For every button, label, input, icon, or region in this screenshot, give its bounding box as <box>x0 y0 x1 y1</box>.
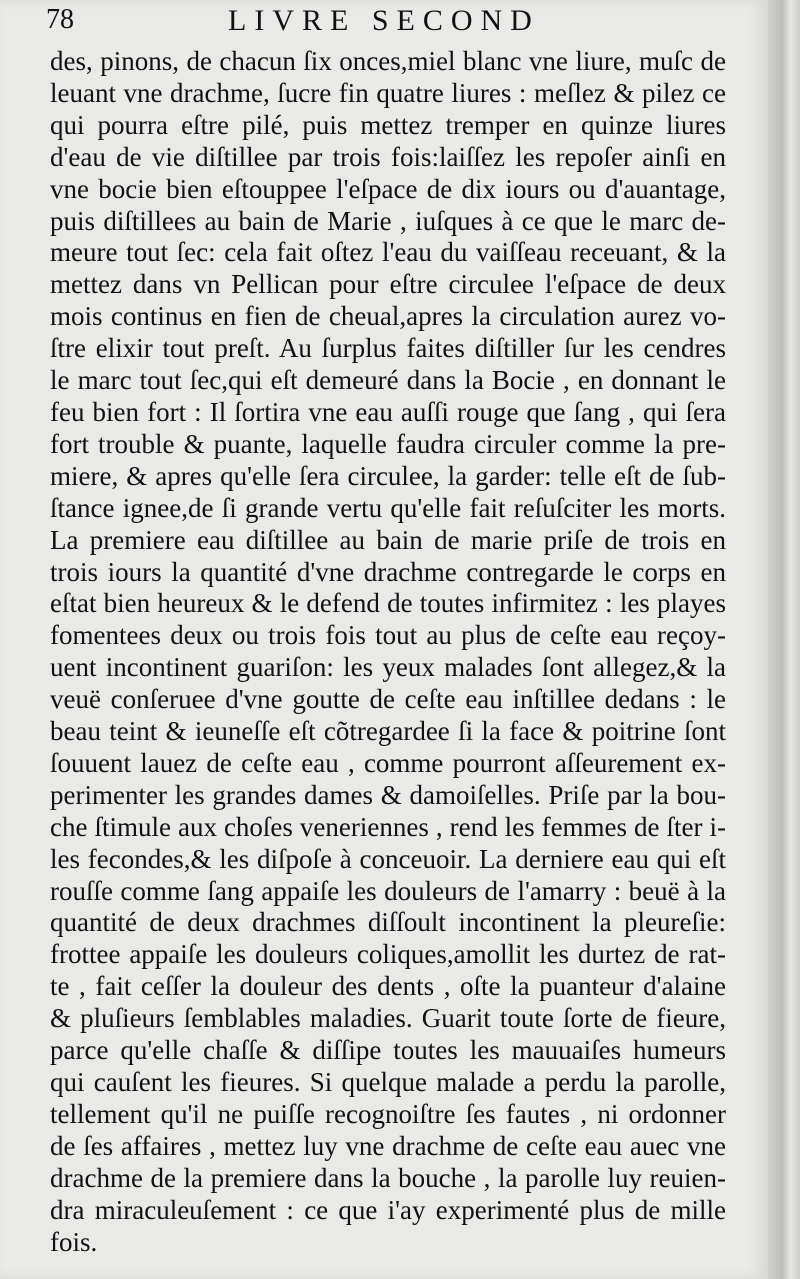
text-line: qui pourra eſtre pilé, puis mettez tremper en quinze liures <box>50 109 726 140</box>
text-line: fois. <box>50 1226 98 1257</box>
text-line: vne bocie bien eſtouppee l'eſpace de dix iours ou d'auantage, <box>50 173 726 204</box>
text-line: quantité de deux drachmes diſſoult incontinent la pleureſie: <box>50 907 726 938</box>
text-line: des, pinons, de chacun ſix onces,miel blanc vne liure, muſc de <box>50 46 726 76</box>
text-line: frottee appaiſe les douleurs coliques,amollit les durtez de rat- <box>50 939 726 970</box>
text-line: fomentees deux ou trois fois tout au plus de ceſte eau reçoy- <box>50 620 726 651</box>
text-line: ſouuent lauez de ceſte eau , comme pourront aſſeurement ex- <box>50 747 726 778</box>
text-line: miere, & apres qu'elle ſera circulee, la garder: telle eſt de ſub- <box>50 460 726 491</box>
text-line: dra miraculeuſement : ce que i'ay experimenté plus de mille <box>50 1194 726 1225</box>
running-head: LIVRE SECOND <box>228 4 540 37</box>
text-line: & pluſieurs ſemblables maladies. Guarit toute ſorte de fieure, <box>50 1003 726 1034</box>
text-line: beau teint & ieuneſſe eſt cõtregardee ſi la face & poitrine ſont <box>50 716 726 747</box>
text-line: veuë conſeruee d'vne goutte de ceſte eau inſtillee dedans : le <box>50 684 726 715</box>
text-line: mettez dans vn Pellican pour eſtre circulee l'eſpace de deux <box>50 269 726 300</box>
text-line: leuant vne drachme, ſucre fin quatre liures : meſlez & pilez ce <box>50 77 726 108</box>
text-line: che ſtimule aux choſes veneriennes , rend les femmes de ſter i- <box>50 811 726 842</box>
text-line: mois continus en fien de cheual,apres la circulation aurez vo- <box>50 301 726 332</box>
text-line: qui cauſent les fieures. Si quelque malade a perdu la parolle, <box>50 1067 726 1097</box>
text-line: tellement qu'il ne puiſſe recognoiſtre ſes fautes , ni ordonner <box>50 1098 726 1129</box>
text-line: de ſes affaires , mettez luy vne drachme de ceſte eau auec vne <box>50 1130 726 1161</box>
text-line: uent incontinent guariſon: les yeux malades ſont allegez,& la <box>50 652 726 683</box>
text-line: te , fait ceſſer la douleur des dents , oſte la puanteur d'alaine <box>50 971 726 1002</box>
show-through-bleed <box>90 1138 750 1167</box>
text-line: rouſſe comme ſang appaiſe les douleurs de l'amarry : beuë à la <box>50 875 726 906</box>
text-line: perimenter les grandes dames & damoiſelles. Priſe par la bou- <box>50 779 726 810</box>
text-line: puis diſtillees au bain de Marie , iuſques à ce que le marc de- <box>50 205 726 236</box>
text-line: eſtat bien heureux & le defend de toutes infirmitez : les playes <box>50 588 726 619</box>
text-line: ſtance ignee,de ſi grande vertu qu'elle fait reſuſciter les morts. <box>50 492 726 523</box>
page-edge <box>768 0 800 1279</box>
text-line: les fecondes,& les diſpoſe à conceuoir. La derniere eau qui eſt <box>50 843 726 874</box>
body-text <box>50 46 726 1258</box>
page-header <box>40 2 760 42</box>
text-line: fort trouble & puante, laquelle faudra circuler comme la pre- <box>50 428 726 459</box>
text-line: feu bien fort : Il ſortira vne eau auſſi rouge que ſang , qui ſera <box>50 396 726 427</box>
page-number: 78 <box>46 4 74 35</box>
text-line: le marc tout ſec,qui eſt demeuré dans la Bocie , en donnant le <box>50 365 726 396</box>
text-line: trois iours la quantité d'vne drachme contregarde le corps en <box>50 556 726 587</box>
text-line: La premiere eau diſtillee au bain de marie priſe de trois en <box>50 524 726 555</box>
text-line: ſtre elixir tout preſt. Au ſurplus faites diſtiller ſur les cendres <box>50 333 726 364</box>
text-line: meure tout ſec: cela fait oſtez l'eau du vaiſſeau receuant, & la <box>50 237 726 268</box>
text-line: drachme de la premiere dans la bouche , la parolle luy reuien- <box>50 1162 726 1193</box>
text-line: parce qu'elle chaſſe & diſſipe toutes les mauuaiſes humeurs <box>50 1035 726 1066</box>
text-line: d'eau de vie diſtillee par trois fois:laiſſez les repoſer ainſi en <box>50 141 726 172</box>
